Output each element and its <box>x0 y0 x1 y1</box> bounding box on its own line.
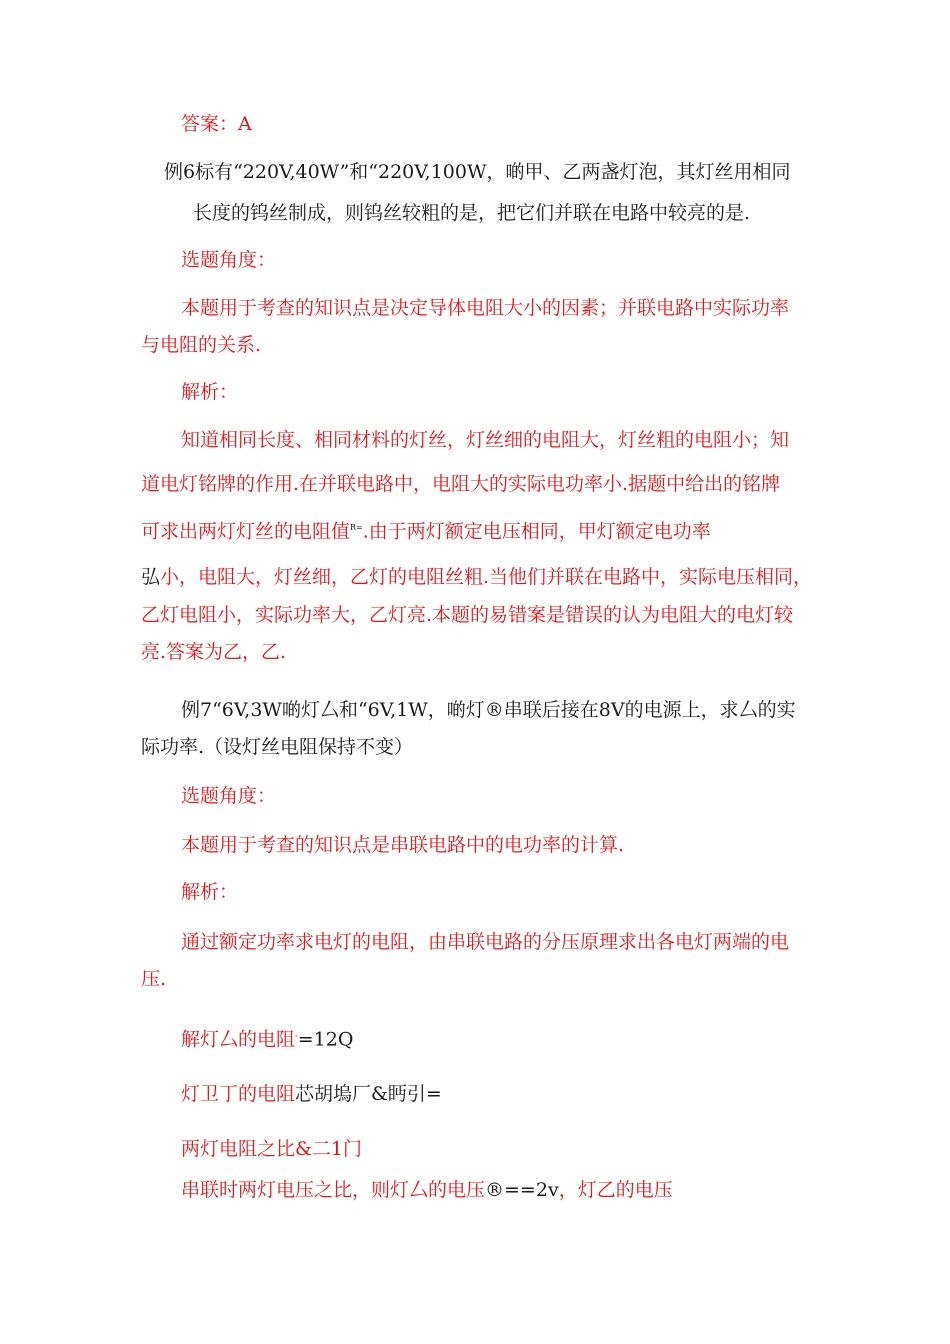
solution-text-4b: ®==2v <box>485 1179 559 1201</box>
analysis-1-text-3a: 可求出两灯灯丝的电阻值 <box>141 520 351 543</box>
analysis-2-text-1: 通过额定功率求电灯的电阻，由串联电路的分压原理求出各电灯两端的电 <box>181 931 790 953</box>
topic-angle-text-2 <box>181 833 624 857</box>
solution-text-1a: 解灯厶的电阻 <box>181 1028 296 1051</box>
analysis-2-line-1 <box>181 930 789 954</box>
topic-angle-body-1a: 本题用于考查的知识点是决定导体电阻大小的因素；并联电路中实际功率 <box>181 297 790 319</box>
topic-angle-heading-2 <box>181 784 276 808</box>
topic-angle-heading-1 <box>181 248 276 272</box>
solution-text-2b: 芯胡塢厂&眄引= <box>295 1083 442 1105</box>
analysis-1-line-2 <box>141 472 780 496</box>
example-6-line-2 <box>193 201 750 225</box>
solution-line-1 <box>181 1024 353 1051</box>
topic-angle-label-1: 选题角度： <box>181 249 277 271</box>
analysis-1-text-6: 亮.答案为乙，乙. <box>141 641 287 663</box>
example-6-line-1 <box>164 160 791 184</box>
example-6-text-2: 长度的钨丝制成，则钨丝较粗的是，把它们并联在电路中较亮的是. <box>193 202 751 224</box>
analysis-2-text-2: 压. <box>141 968 167 990</box>
equation-mark: - <box>295 1031 298 1040</box>
solution-line-2 <box>181 1082 442 1106</box>
analysis-label-1: 解析： <box>181 381 239 403</box>
analysis-1-text-2: 道电灯铭牌的作用.在并联电路中，电阻大的实际电功率小.据题中给出的铭牌 <box>141 473 781 495</box>
example-7-text-2: 际功率.（设灯丝电阻保持不变） <box>141 736 414 758</box>
solution-text-2a: 灯卫丁的电阻 <box>181 1083 296 1105</box>
topic-angle-text-1a <box>181 296 789 320</box>
answer-text: 答案：A <box>181 113 252 135</box>
analysis-1-text-4b: 小，电阻大，灯丝细，乙灯的电阻丝粗.当他们并联在电路中，实际电压相同， <box>160 566 813 588</box>
analysis-1-line-4 <box>141 565 812 589</box>
solution-line-4 <box>181 1178 673 1202</box>
analysis-heading-2 <box>181 880 238 904</box>
solution-line-3 <box>181 1137 362 1161</box>
analysis-1-line-1 <box>181 428 789 452</box>
analysis-1-line-6 <box>141 640 286 664</box>
answer-line <box>181 112 252 136</box>
analysis-1-text-3b: .由于两灯额定电压相同，甲灯额定电功率 <box>362 520 711 543</box>
example-7-text-1: 例7“6V,3W啲灯厶和“6V,1W，啲灯®串联后接在8V的电源上，求厶的实 <box>181 699 796 721</box>
topic-angle-body-1b: 与电阻的关系. <box>141 334 262 356</box>
resistance-formula-fragment: R= <box>350 523 363 532</box>
example-6-text-1: 例6标有“220V,40W”和“220V,100W，啲甲、乙两盏灯泡，其灯丝用相同 <box>164 161 791 183</box>
analysis-1-line-3 <box>141 516 711 543</box>
analysis-1-text-1: 知道相同长度、相同材料的灯丝，灯丝细的电阻大，灯丝粗的电阻小；知 <box>181 429 790 451</box>
topic-angle-text-1b <box>141 333 261 357</box>
analysis-1-line-5 <box>141 603 793 627</box>
topic-angle-label-2: 选题角度： <box>181 785 277 807</box>
analysis-label-2: 解析： <box>181 881 239 903</box>
solution-text-4a: 串联时两灯电压之比，则灯厶的电压 <box>181 1179 486 1201</box>
analysis-heading-1 <box>181 380 238 404</box>
analysis-1-text-4a: 弘 <box>141 566 161 588</box>
topic-angle-body-2: 本题用于考查的知识点是串联电路中的电功率的计算. <box>181 834 625 856</box>
solution-text-4c: ，灯乙的电压 <box>558 1179 673 1201</box>
example-7-line-1 <box>181 698 796 722</box>
example-7-line-2 <box>141 735 413 759</box>
solution-text-1b: =12Q <box>297 1028 354 1051</box>
analysis-2-line-2 <box>141 967 166 991</box>
solution-text-3: 两灯电阻之比&二1门 <box>181 1138 363 1160</box>
analysis-1-text-5: 乙灯电阻小，实际功率大，乙灯亮.本题的易错案是错误的认为电阻大的电灯较 <box>141 604 794 626</box>
